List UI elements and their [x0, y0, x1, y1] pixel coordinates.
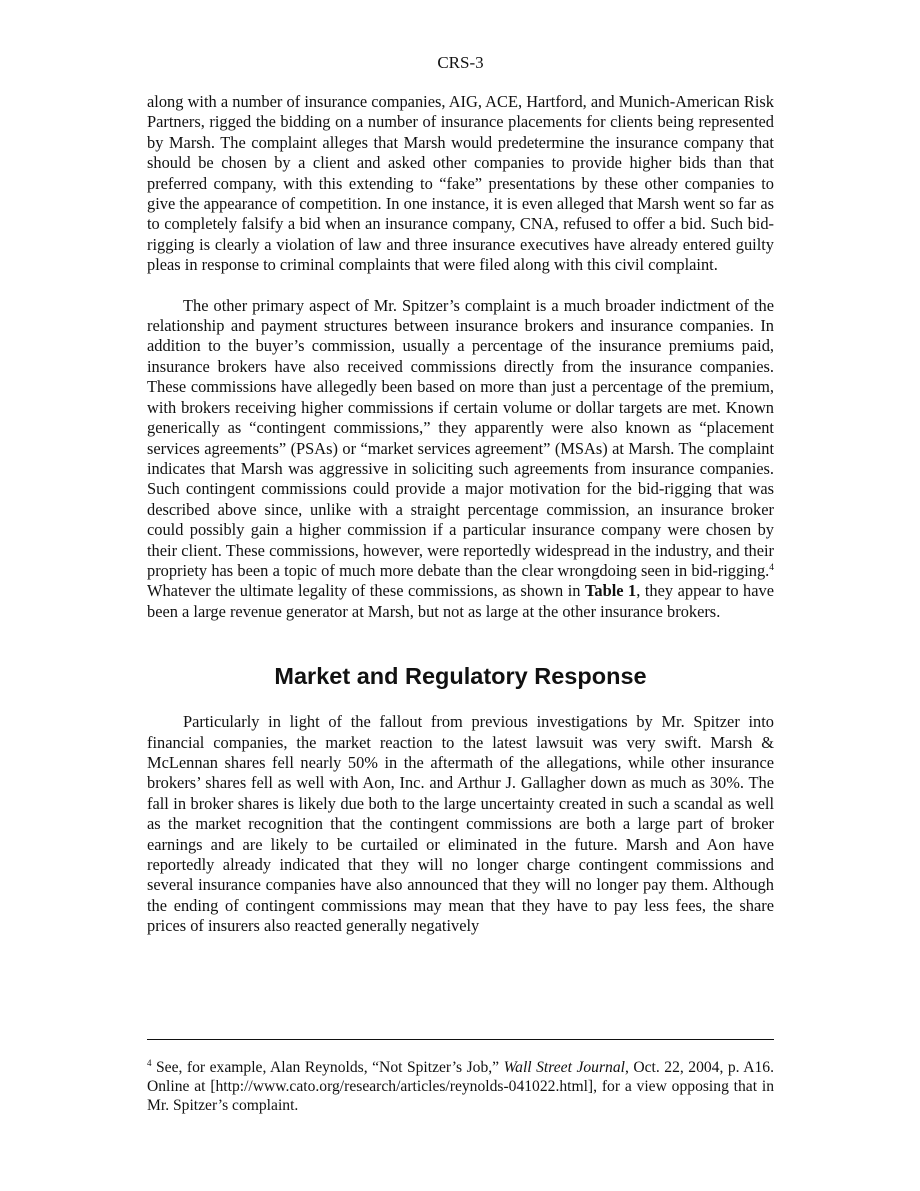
paragraph-2-text-b: Whatever the ultimate legality of these commissions, as shown in [147, 581, 585, 601]
paragraph-2-text-c: , they appear to have been a large revenue generator at Marsh, but not as large at the other insurance brokers. [147, 581, 774, 621]
footnote-mark: 4 [147, 1058, 152, 1068]
footnote-reference-4: 4 [769, 562, 774, 573]
body-paragraph-3: Particularly in light of the fallout from previous investigations by Mr. Spitzer into financial companies, the market reaction to the latest lawsuit was very swift. Marsh & McLennan shares fell nearly 50% in the aftermath of the allegations, while other insurance brokers’ shares fell as well with Aon, Inc. and Arthur J. Gallagher down as much as 30%. The fall in broker shares is likely due both to the large uncertainty created in such a scandal as well as the market recognition that the contingent commissions are both a large part of broker earnings and are likely to be curtailed or eliminated in the future. Marsh and Aon have reportedly already indicated that they will no longer charge contingent commissions and several insurance companies have also announced that they will no longer pay them. Although the ending of contingent commissions may mean that they have to pay less fees, the share prices of insurers also reacted generally negatively [147, 712, 774, 936]
footnote-divider [147, 1039, 774, 1040]
body-paragraph-1: along with a number of insurance companies, AIG, ACE, Hartford, and Munich-American Risk Partners, rigged the bidding on a number of insurance placements for clients being represented by Marsh. The complaint alleges that Marsh would predetermine the insurance company that should be chosen by a client and asked other companies to provide higher bids than that preferred company, with this extending to “fake” presentations by these other companies to give the appearance of competition. In one instance, it is even alleged that Marsh went so far as to completely falsify a bid when an insurance company, CNA, refused to offer a bid. Such bid-rigging is clearly a violation of law and three insurance executives have already entered guilty pleas in response to criminal complaints that were filed along with this civil complaint. [147, 92, 774, 275]
footnote-publication: Wall Street Journal [503, 1059, 625, 1076]
document-page [147, 52, 774, 937]
section-heading: Market and Regulatory Response [274, 663, 647, 690]
paragraph-gap [147, 276, 774, 296]
footnote-text-a: See, for example, Alan Reynolds, “Not Spitzer’s Job,” [151, 1059, 504, 1076]
table-reference: Table 1 [584, 581, 637, 601]
body-paragraph-2 [147, 296, 774, 623]
footnote-4 [147, 1058, 774, 1115]
footnotes-area [147, 1058, 774, 1115]
footnote-text-b: , Oct. 22, 2004, p. A16. Online at [http://www.cato.org/research/articles/reynolds-041022.html], for a view opposing that in Mr. Spitzer’s complaint. [147, 1059, 774, 1114]
page-number: CRS-3 [437, 53, 484, 72]
paragraph-2-text-a: The other primary aspect of Mr. Spitzer’s complaint is a much broader indictment of the relationship and payment structures between insurance brokers and insurance companies. In addition to the buyer’s commission, usually a percentage of the insurance premiums paid, insurance brokers have also received commissions directly from the insurance companies. These commissions have allegedly been based on more than just a percentage of the premium, with brokers receiving higher commissions if certain volume or dollar targets are met. Known generically as “contingent commissions,” they apparently were also known as “placement services agreements” (PSAs) or “market services agreement” (MSAs) at Marsh. The complaint indicates that Marsh was aggressive in soliciting such agreements from insurance companies. Such contingent commissions could provide a major motivation for the bid-rigging that was described above since, unlike with a straight percentage commission, an insurance broker could possibly gain a higher commission if a particular insurance company were chosen by their client. These commissions, however, were reportedly widespread in the industry, and their propriety has been a topic of much more debate than the clear wrongdoing seen in bid-rigging. [147, 295, 774, 580]
